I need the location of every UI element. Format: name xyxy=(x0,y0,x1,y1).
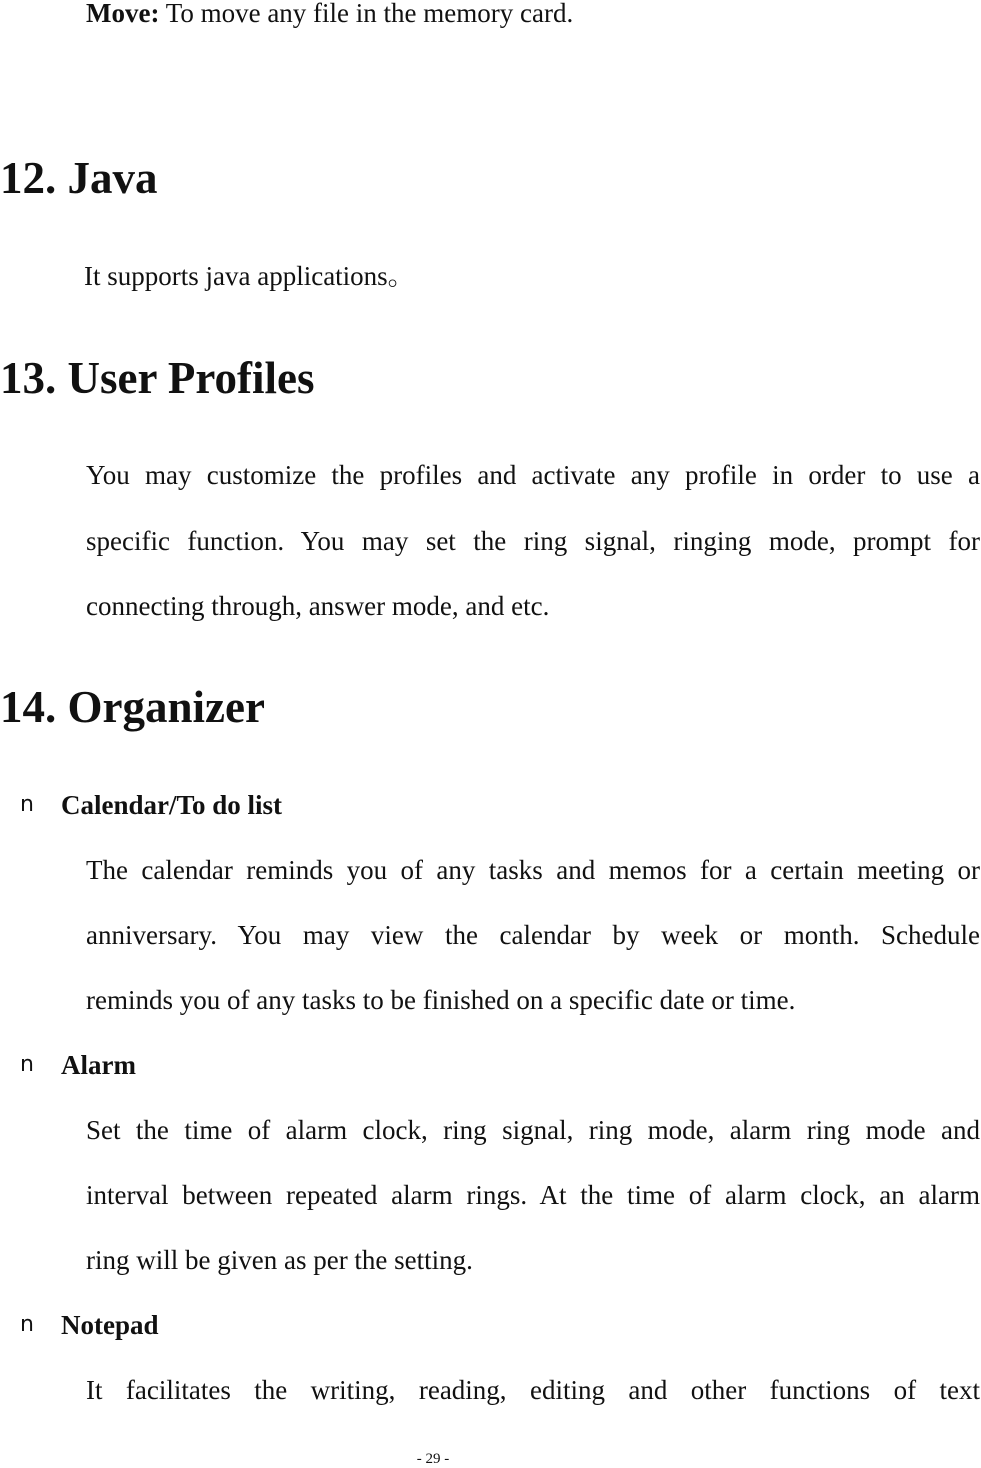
bullet-title-notepad: Notepad xyxy=(61,1310,159,1340)
profiles-line-3: connecting through, answer mode, and etc. xyxy=(86,591,550,621)
move-label: Move: xyxy=(86,0,160,28)
notepad-line-1: It facilitates the writing, reading, editing and other functions of text xyxy=(86,1375,980,1405)
java-text: It supports java applications。 xyxy=(84,261,415,291)
section-heading-profiles: 13. User Profiles xyxy=(0,353,315,403)
bullet-icon: n xyxy=(20,1052,34,1077)
bullet-icon: n xyxy=(20,792,34,817)
page-number: - 29 - xyxy=(416,1451,450,1467)
profiles-line-1: You may customize the profiles and activate any profile in order to use a xyxy=(86,460,980,490)
section-heading-organizer: 14. Organizer xyxy=(0,682,265,732)
calendar-line-3: reminds you of any tasks to be finished on a specific date or time. xyxy=(86,985,796,1015)
section-heading-java: 12. Java xyxy=(0,153,158,203)
bullet-icon: n xyxy=(20,1312,34,1337)
alarm-line-2: interval between repeated alarm rings. At the time of alarm clock, an alarm xyxy=(86,1180,980,1210)
move-item xyxy=(86,0,573,28)
profiles-line-2: specific function. You may set the ring signal, ringing mode, prompt for xyxy=(86,526,980,556)
calendar-line-2: anniversary. You may view the calendar by week or month. Schedule xyxy=(86,920,980,950)
calendar-line-1: The calendar reminds you of any tasks and memos for a certain meeting or xyxy=(86,855,980,885)
bullet-title-calendar: Calendar/To do list xyxy=(61,790,283,820)
move-text: To move any file in the memory card. xyxy=(159,0,574,28)
alarm-line-1: Set the time of alarm clock, ring signal, ring mode, alarm ring mode and xyxy=(86,1115,980,1145)
bullet-title-alarm: Alarm xyxy=(61,1050,136,1080)
alarm-line-3: ring will be given as per the setting. xyxy=(86,1245,473,1275)
